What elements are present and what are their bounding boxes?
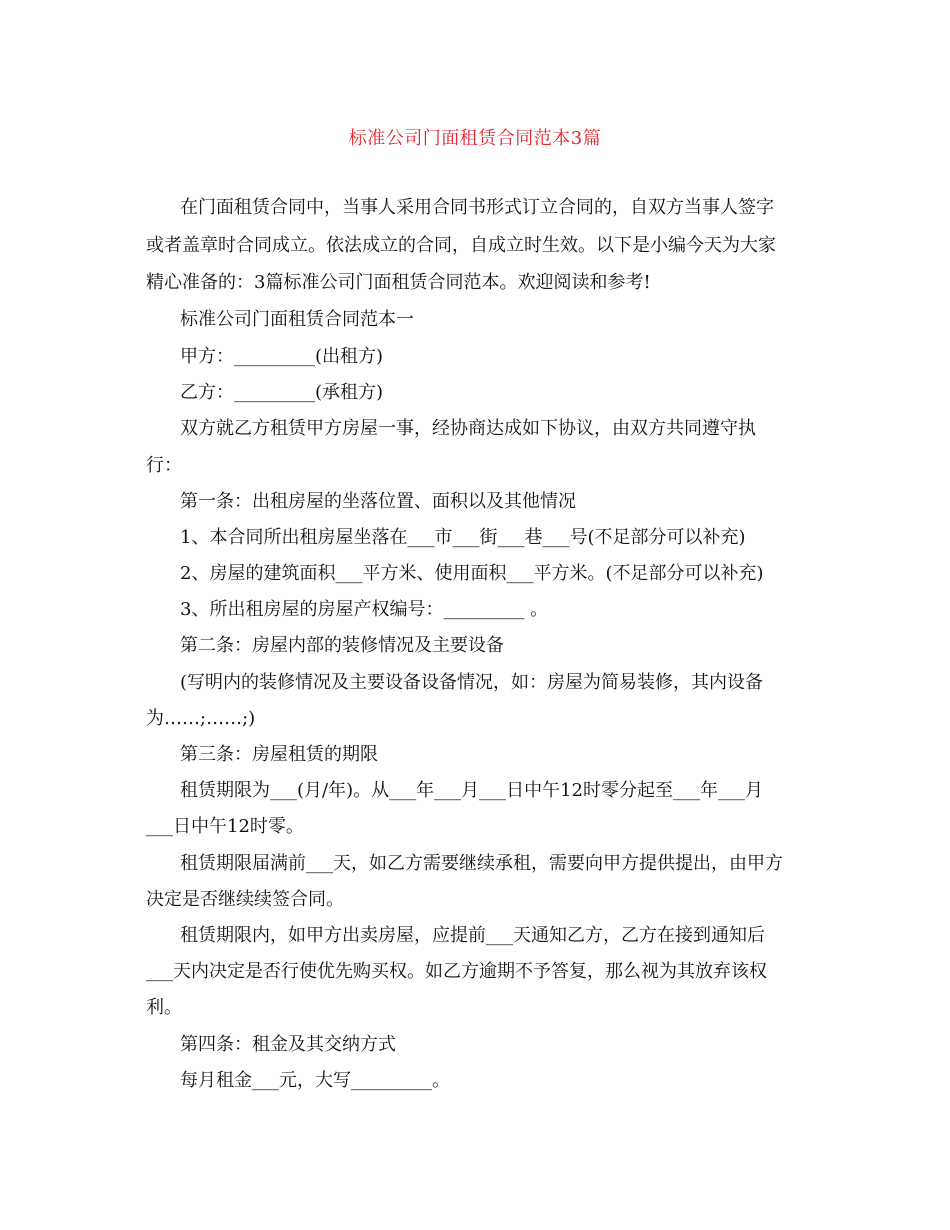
article-2-line-1: (写明内的装修情况及主要设备设备情况，如：房屋为简易装修，其内设备 — [180, 672, 764, 693]
article-3-line-1: 租赁期限为___(月/年)。从___年___月___日中午12时零分起至___年___月 — [180, 780, 764, 801]
article-2-line-2: 为……;……;) — [146, 708, 256, 729]
article-3-line-5: 租赁期限内，如甲方出卖房屋，应提前___天通知乙方，乙方在接到通知后 — [180, 925, 765, 946]
intro-line-3: 精心准备的：3篇标准公司门面租赁合同范本。欢迎阅读和参考! — [146, 272, 651, 293]
agreement-line-1: 双方就乙方租赁甲方房屋一事，经协商达成如下协议，由双方共同遵守执 — [180, 418, 756, 439]
document-title: 标准公司门面租赁合同范本3篇 — [348, 128, 602, 149]
party-a-line: 甲方：_________(出租方) — [180, 346, 384, 367]
agreement-line-2: 行： — [146, 455, 182, 476]
article-1-item-2: 2、房屋的建筑面积___平方米、使用面积___平方米。(不足部分可以补充) — [180, 563, 764, 584]
article-3-line-7: 利。 — [146, 997, 182, 1018]
article-3-line-3: 租赁期限届满前___天，如乙方需要继续承租，需要向甲方提供提出，由甲方 — [180, 853, 783, 874]
section-heading: 标准公司门面租赁合同范本一 — [180, 309, 414, 330]
article-4-line-1: 每月租金___元，大写_________。 — [180, 1070, 450, 1091]
article-2-heading: 第二条：房屋内部的装修情况及主要设备 — [180, 635, 504, 656]
party-b-line: 乙方：_________(承租方) — [180, 382, 384, 403]
article-1-heading: 第一条：出租房屋的坐落位置、面积以及其他情况 — [180, 491, 576, 512]
article-1-item-3: 3、所出租房屋的房屋产权编号：_________ 。 — [180, 599, 549, 620]
article-3-line-2: ___日中午12时零。 — [146, 816, 304, 837]
article-4-heading: 第四条：租金及其交纳方式 — [180, 1034, 396, 1055]
article-3-line-4: 决定是否继续续签合同。 — [146, 889, 344, 910]
article-3-line-6: ___天内决定是否行使优先购买权。如乙方逾期不予答复，那么视为其放弃该权 — [146, 961, 767, 982]
article-3-heading: 第三条：房屋租赁的期限 — [180, 744, 378, 765]
intro-line-1: 在门面租赁合同中，当事人采用合同书形式订立合同的，自双方当事人签字 — [180, 197, 774, 218]
article-1-item-1: 1、本合同所出租房屋坐落在___市___街___巷___号(不足部分可以补充) — [180, 527, 746, 548]
intro-line-2: 或者盖章时合同成立。依法成立的合同，自成立时生效。以下是小编今天为大家 — [146, 235, 776, 256]
